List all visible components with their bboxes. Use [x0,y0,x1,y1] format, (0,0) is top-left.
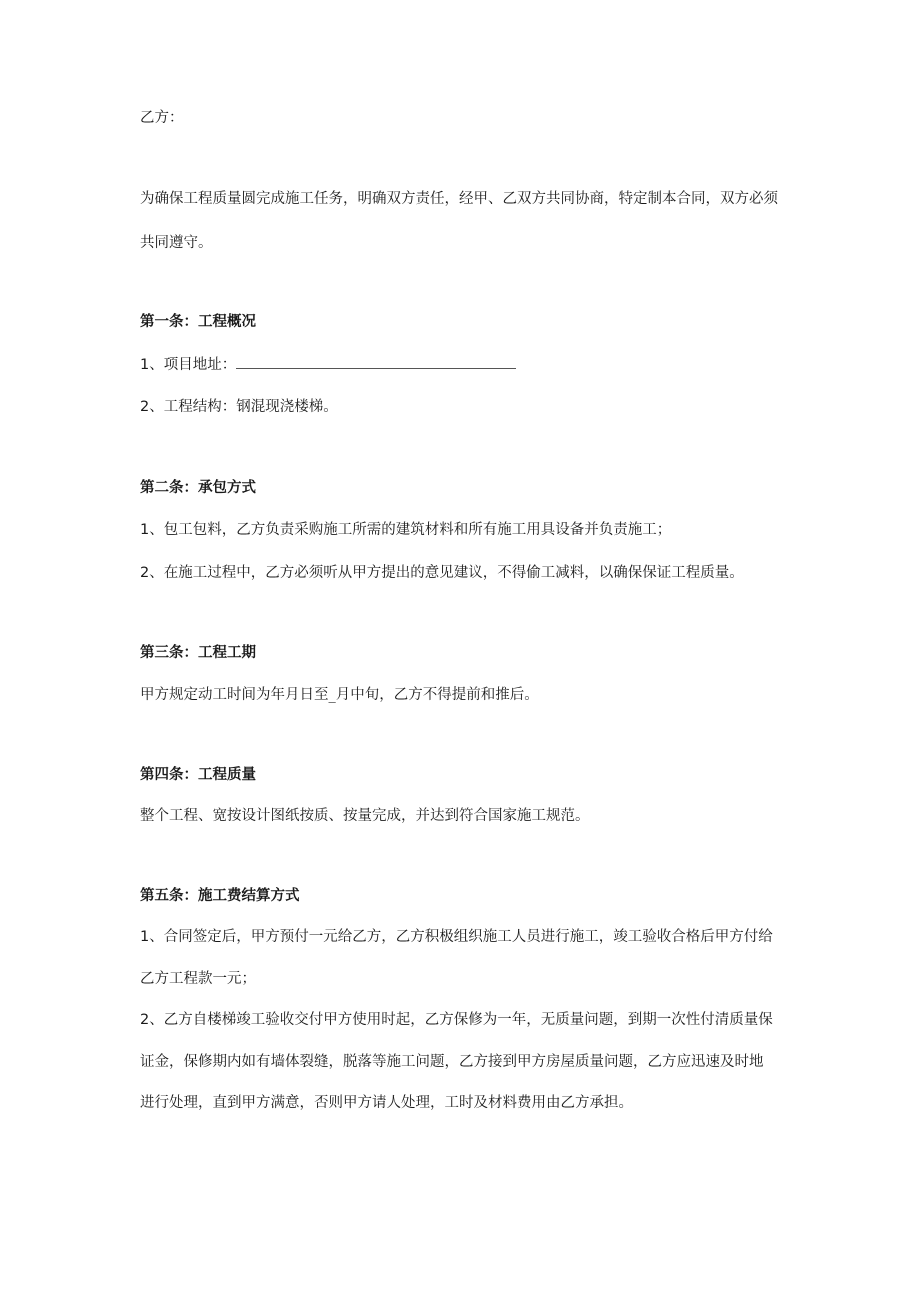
item-text: 、工程结构：钢混现浇楼梯。 [149,399,338,415]
item-text: 、乙方自楼梯竣工验收交付甲方使用时起，乙方保修为一年，无质量问题，到期一次性付清质量保 [149,1012,773,1028]
article-5-item-2-line-3: 进行处理，直到甲方满意，否则甲方请人处理，工时及材料费用由乙方承担。 [140,1095,633,1111]
item-number: 1 [140,357,150,373]
article-4-title: 第四条：工程质量 [140,767,256,783]
article-5-item-2-line-1 [140,1010,773,1030]
article-2-item-2 [140,563,744,583]
article-1-item-1 [140,354,516,375]
item-number: 2 [140,565,150,581]
article-5-item-1-line-2: 乙方工程款一元； [140,971,256,987]
article-2-title: 第二条：承包方式 [140,480,256,496]
item-number: 1 [140,929,150,945]
article-2-item-1 [140,520,671,540]
address-blank-line [236,354,516,369]
party-b-label: 乙方： [140,110,184,126]
preamble-line-1: 为确保工程质量圆完成施工任务，明确双方责任，经甲、乙双方共同协商，特定制本合同，双方必须 [140,191,778,207]
item-number: 1 [140,522,150,538]
article-1-item-2 [140,397,338,417]
article-4-text: 整个工程、宽按设计图纸按质、按量完成，并达到符合国家施工规范。 [140,808,590,824]
item-text: 、合同签定后，甲方预付一元给乙方，乙方积极组织施工人员进行施工，竣工验收合格后甲方付给 [149,929,773,945]
item-number: 2 [140,399,150,415]
article-3-text: 甲方规定动工时间为年月日至_月中旬，乙方不得提前和推后。 [140,687,539,703]
article-5-item-1-line-1 [140,927,773,947]
article-1-title: 第一条：工程概况 [140,314,256,330]
item-text: 、项目地址： [149,357,237,373]
item-text: 、在施工过程中，乙方必须听从甲方提出的意见建议，不得偷工减料，以确保保证工程质量。 [149,565,744,581]
article-5-title: 第五条：施工费结算方式 [140,888,300,904]
item-number: 2 [140,1012,150,1028]
preamble-line-2: 共同遵守。 [140,235,213,251]
article-3-title: 第三条：工程工期 [140,645,256,661]
item-text: 、包工包料，乙方负责采购施工所需的建筑材料和所有施工用具设备并负责施工； [149,522,672,538]
article-5-item-2-line-2: 证金，保修期内如有墙体裂缝，脱落等施工问题，乙方接到甲方房屋质量问题，乙方应迅速及时地 [140,1054,764,1070]
